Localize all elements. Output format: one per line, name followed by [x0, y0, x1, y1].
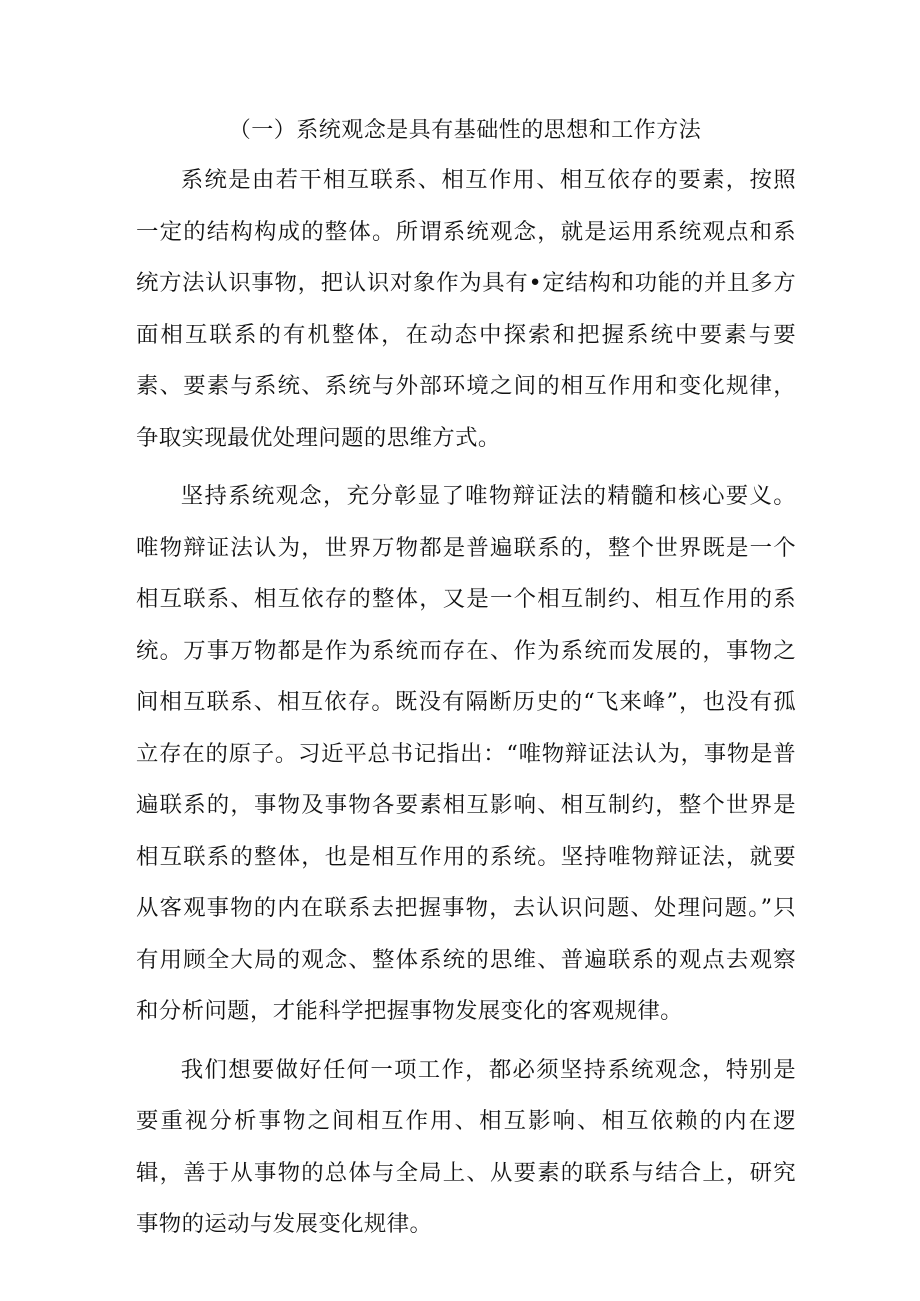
- paragraph-work-practice: 我们想要做好任何一项工作，都必须坚持系统观念，特别是要重视分析事物之间相互作用、相互影响、相互依赖的内在逻辑，善于从事物的总体与全局上、从要素的联系与结合上，研究事物的运动与发展变化规律。: [136, 1056, 796, 1237]
- paragraph-system-definition: 系统是由若干相互联系、相互作用、相互依存的要素，按照一定的结构构成的整体。所谓系统观念，就是运用系统观点和系统方法认识事物，把认识对象作为具有•定结构和功能的并且多方面相互联系的有机整体，在动态中探索和把握系统中要素与要素、要素与系统、系统与外部环境之间的相互作用和变化规律，争取实现最优处理问题的思维方式。: [136, 167, 796, 451]
- document-body: [136, 155, 796, 1251]
- section-heading: （一）系统观念是具有基础性的思想和工作方法: [228, 118, 702, 143]
- paragraph-dialectics: 坚持系统观念，充分彰显了唯物辩证法的精髓和核心要义。唯物辩证法认为，世界万物都是普遍联系的，整个世界既是一个相互联系、相互依存的整体，又是一个相互制约、相互作用的系统。万事万物都是作为系统而存在、作为系统而发展的，事物之间相互联系、相互依存。既没有隔断历史的“飞来峰”，也没有孤立存在的原子。习近平总书记指出：“唯物辩证法认为，事物是普遍联系的，事物及事物各要素相互影响、相互制约，整个世界是相互联系的整体，也是相互作用的系统。坚持唯物辩证法，就要从客观事物的内在联系去把握事物，去认识问题、处理问题。”只有用顾全大局的观念、整体系统的思维、普遍联系的观点去观察和分析问题，才能科学把握事物发展变化的客观规律。: [136, 483, 796, 1024]
